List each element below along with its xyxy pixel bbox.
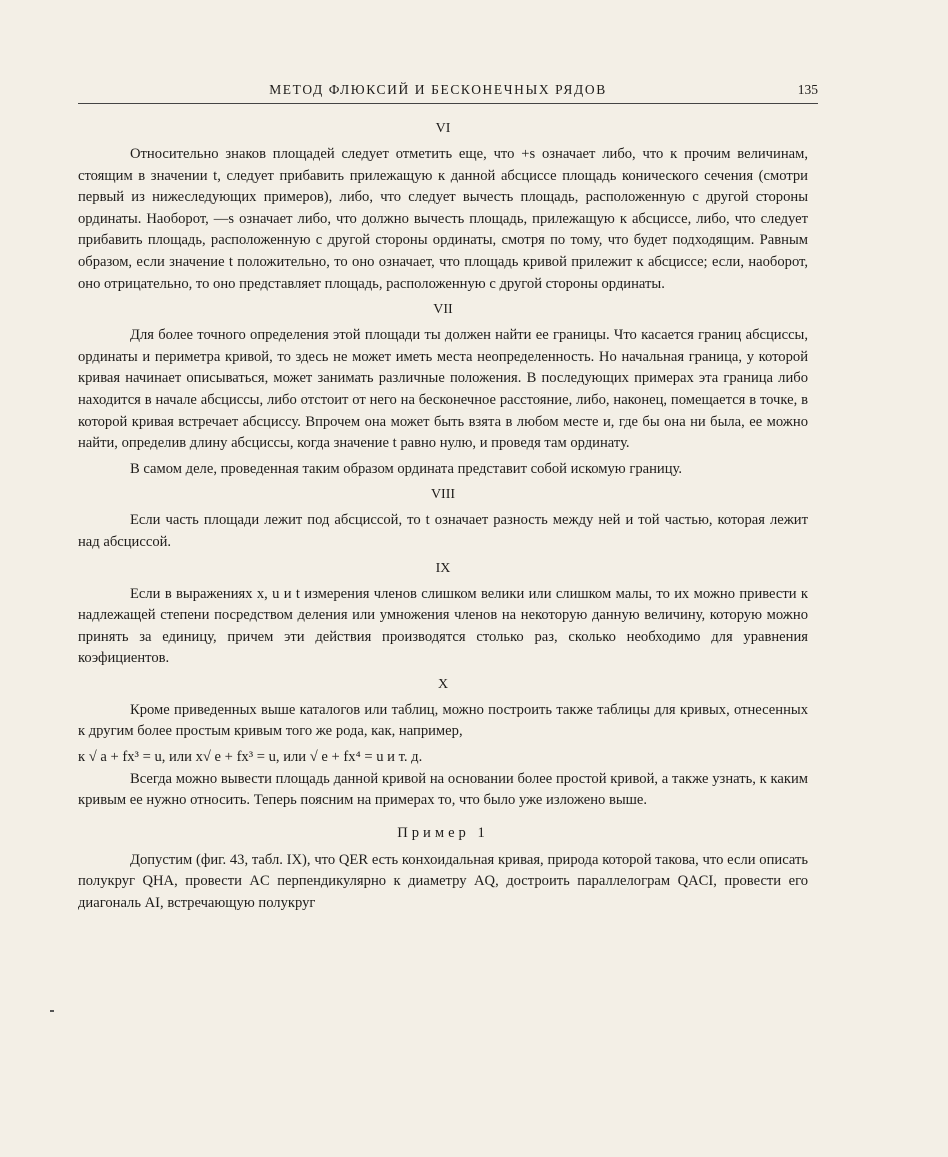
paragraph-x-2: Всегда можно вывести площадь данной кривой на основании более простой кривой, а также узнать, к каким кривым ее нужно относить. Теперь поясним на примерах то, что было уже изложено выше. <box>78 770 808 809</box>
page-body <box>78 118 808 919</box>
example-title: Пример 1 <box>397 824 489 841</box>
paragraph-x-1: Кроме приведенных выше каталогов или таблиц, можно построить также таблицы для кривых, отнесенных к другим более простым кривым того же рода, как, например, <box>78 701 808 740</box>
page-number: 135 <box>797 82 818 97</box>
paragraph-vi-1: Относительно знаков площадей следует отметить еще, что +s означает либо, что к прочим величинам, стоящим в значении t, следует прибавить прилежащую к данной абсциссе площадь конического сечения (смотри первый из нижеследующих примеров), либо, что следует вычесть площадь, расположенную с другой стороны ординаты. Наоборот, —s означает либо, что должно вычесть площадь, прилежащую к абсциссе, либо, что следует прибавить площадь, расположенную с другой стороны ординаты, смотря по тому, что будет подходящим. Равным образом, если значение t положительно, то оно означает, что площадь кривой прилежит к абсциссе; если, наоборот, оно отрицательно, то оно представляет площадь, расположенную с другой стороны ординаты. <box>78 146 808 292</box>
paragraph-ix-1: Если в выражениях x, u и t измерения членов слишком велики или слишком малы, то их можно привести к надлежащей степени посредством деления или умножения членов на некоторую данную величину, которую можно принять за единицу, причем эти действия производятся столько раз, сколько необходимо для уравнения коэфициентов. <box>78 585 808 667</box>
running-head-title: МЕТОД ФЛЮКСИЙ И БЕСКОНЕЧНЫХ РЯДОВ <box>269 82 607 97</box>
header-rule <box>78 103 818 104</box>
paragraph-viii-1: Если часть площади лежит под абсциссой, то t означает разность между ней и той частью, которая лежит над абсциссой. <box>78 512 808 550</box>
section-heading-vi: VI <box>435 121 451 136</box>
paragraph-vii-1: Для более точного определения этой площади ты должен найти ее границы. Что касается границ абсциссы, ординаты и периметра кривой, то здесь не может иметь места неопределенность. Но начальная граница, у которой кривая начинает описываться, может занимать различные положения. В последующих примерах эта граница либо находится в начале абсциссы, либо отстоит от него на бесконечное расстояние, либо, наконец, помещается в точке, в которой кривая встречает абсциссу. Впрочем она может быть взята в любом месте и, где бы она ни была, ее можно найти, определив длину абсциссы, когда значение t равно нулю, и проведя там ординату. <box>78 327 808 452</box>
running-head <box>78 80 818 104</box>
section-heading-ix: IX <box>435 560 451 576</box>
formula-line: к √ a + fx³ = u, или x√ e + fx³ = u, или √ e + fx⁴ = u и т. д. <box>78 749 423 766</box>
paragraph-vii-2: В самом деле, проведенная таким образом ордината представит собой искомую границу. <box>130 460 683 477</box>
section-heading-vii: VII <box>433 302 453 318</box>
section-heading-viii: VIII <box>430 487 456 503</box>
example-paragraph: Допустим (фиг. 43, табл. IX), что QER есть конхоидальная кривая, природа которой такова, что если описать полукруг QHA, провести AC перпендикулярно к диаметру AQ, достроить параллелограм QACI, провести его диагональ AI, встречающую полукруг <box>78 851 808 912</box>
section-heading-x: X <box>437 676 449 692</box>
margin-mark <box>50 1010 54 1012</box>
